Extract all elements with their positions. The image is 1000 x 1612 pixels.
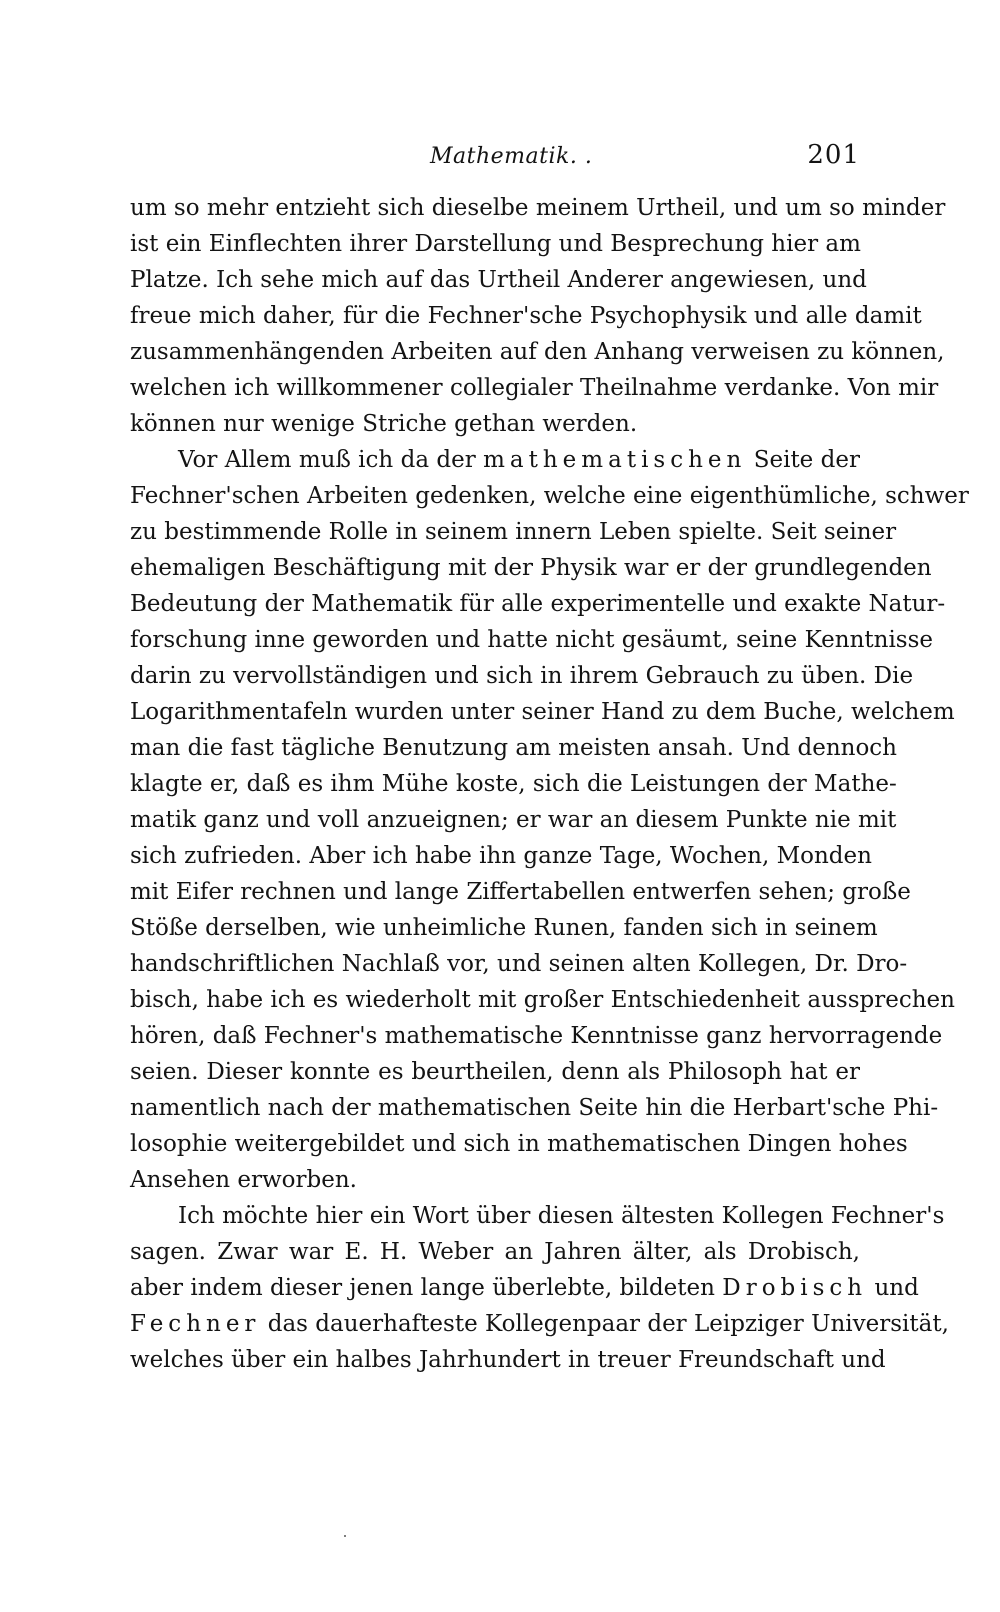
text-segment: aber indem dieser jenen lange überlebte, bildeten [130,1275,715,1301]
text-line: Logarithmentafeln wurden unter seiner Hand zu dem Buche, welchem [130,699,955,725]
text-segment: Vor Allem muß ich da der [178,447,476,473]
text-segment: das dauerhafteste Kollegenpaar der Leipziger Universität, [267,1311,949,1337]
text-line: handschriftlichen Nachlaß vor, und seinen alten Kollegen, Dr. Dro- [130,951,908,977]
text-line [130,1306,949,1342]
text-line: man die fast tägliche Benutzung am meisten ansah. Und dennoch [130,735,897,761]
text-line: welchen ich willkommener collegialer Theilnahme verdanke. Von mir [130,375,939,401]
page-header [130,140,860,180]
text-line: seien. Dieser konnte es beurtheilen, denn als Philosoph hat er [130,1059,860,1085]
emphasized-text: Fechner [130,1311,261,1337]
text-line: darin zu vervollständigen und sich in ihrem Gebrauch zu üben. Die [130,663,914,689]
text-line [130,1270,919,1306]
text-line: Platze. Ich sehe mich auf das Urtheil Anderer angewiesen, und [130,267,867,293]
text-line: ist ein Einflechten ihrer Darstellung und Besprechung hier am [130,231,861,257]
text-line: klagte er, daß es ihm Mühe koste, sich die Leistungen der Mathe- [130,771,897,797]
text-line: Bedeutung der Mathematik für alle experimentelle und exakte Natur- [130,591,946,617]
text-line: hören, daß Fechner's mathematische Kenntnisse ganz hervorragende [130,1023,943,1049]
text-line: zu bestimmende Rolle in seinem innern Leben spielte. Seit seiner [130,519,897,545]
page-number: 201 [807,140,860,170]
text-line: ehemaligen Beschäftigung mit der Physik war er der grundlegenden [130,555,932,581]
text-line: Stöße derselben, wie unheimliche Runen, fanden sich in seinem [130,915,878,941]
text-line: matik ganz und voll anzueignen; er war an diesem Punkte nie mit [130,807,897,833]
text-line: freue mich daher, für die Fechner'sche Psychophysik und alle damit [130,303,922,329]
text-line: bisch, habe ich es wiederholt mit großer Entschiedenheit aussprechen [130,987,955,1013]
text-line: mit Eifer rechnen und lange Ziffertabellen entwerfen sehen; große [130,879,911,905]
text-line: sagen. Zwar war E. H. Weber an Jahren älter, als Drobisch, [130,1239,860,1265]
text-line: um so mehr entzieht sich dieselbe meinem Urtheil, und um so minder [130,195,946,221]
text-line: Fechner'schen Arbeiten gedenken, welche eine eigenthümliche, schwer [130,483,969,509]
text-line: zusammenhängenden Arbeiten auf den Anhang verweisen zu können, [130,339,945,365]
scan-speck [344,1535,346,1537]
text-line: namentlich nach der mathematischen Seite hin die Herbart'sche Phi- [130,1095,939,1121]
text-line [130,442,860,478]
text-line: Ich möchte hier ein Wort über diesen ältesten Kollegen Fechner's [178,1203,945,1229]
emphasized-text: mathematischen [483,447,747,473]
text-line: Ansehen erworben. [130,1167,357,1193]
text-segment: und [874,1275,919,1301]
text-line: können nur wenige Striche gethan werden. [130,411,638,437]
text-segment: Seite der [753,447,860,473]
text-line: sich zufrieden. Aber ich habe ihn ganze Tage, Wochen, Monden [130,843,872,869]
text-line: losophie weitergebildet und sich in mathematischen Dingen hohes [130,1131,908,1157]
emphasized-text: Drobisch [722,1275,868,1301]
text-line: forschung inne geworden und hatte nicht gesäumt, seine Kenntnisse [130,627,934,653]
running-title: Mathematik. . [430,144,593,169]
body-text [130,190,969,1378]
text-line: welches über ein halbes Jahrhundert in treuer Freundschaft und [130,1347,886,1373]
